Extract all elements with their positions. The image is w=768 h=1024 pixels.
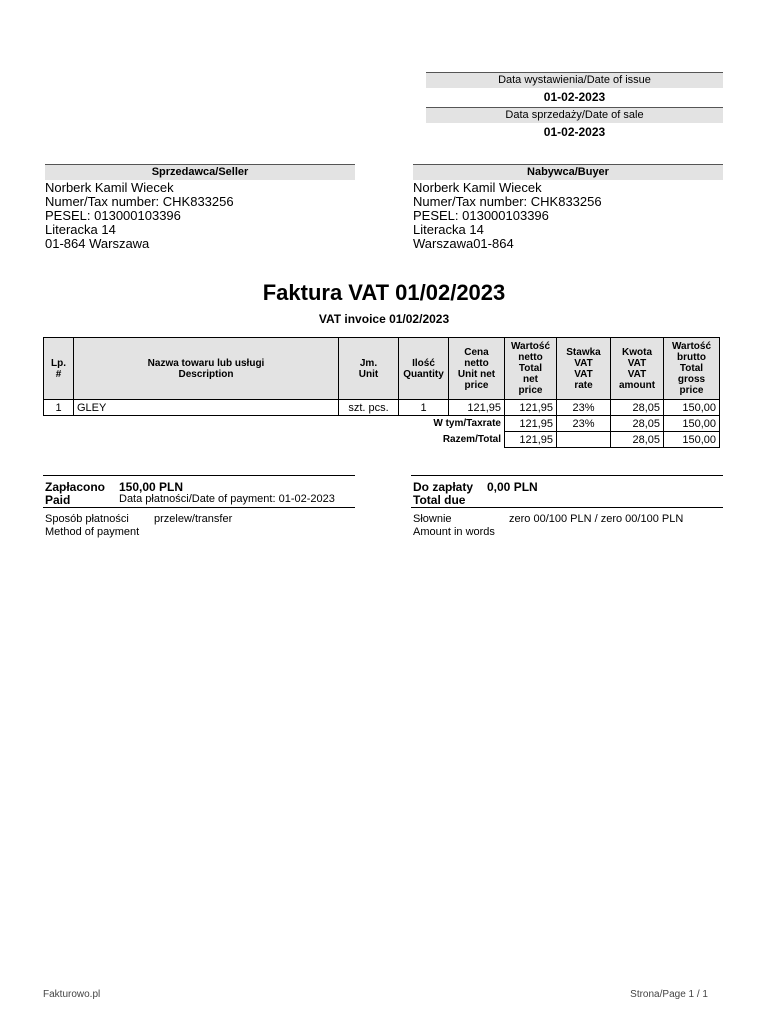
seller-name: Norberk Kamil Wiecek: [45, 180, 174, 195]
due-label-pl: Do zapłaty: [413, 480, 474, 494]
total-gross-value: 150,00: [664, 432, 720, 448]
buyer-block: [413, 164, 723, 251]
header-gross-value: Wartość brutto Total gross price: [664, 338, 720, 400]
seller-street: Literacka 14: [45, 222, 116, 237]
due-divider: [411, 507, 723, 508]
due-amount: 0,00 PLN: [487, 480, 538, 494]
issue-date-label: Data wystawienia/Date of issue: [426, 72, 723, 88]
header-vat-amount: Kwota VAT VAT amount: [611, 338, 664, 400]
paid-amount: 150,00 PLN: [119, 480, 184, 494]
items-table: [43, 337, 720, 448]
row-gross-value: 150,00: [664, 400, 720, 416]
invoice-title: Faktura VAT 01/02/2023: [262, 280, 506, 305]
total-vat-rate: [557, 432, 611, 448]
invoice-subtitle: VAT invoice 01/02/2023: [318, 312, 450, 326]
issue-date-value: 01-02-2023: [543, 90, 606, 104]
taxrate-gross-value: 150,00: [664, 416, 720, 432]
seller-block: [45, 164, 355, 251]
row-unit: szt. pcs.: [339, 400, 399, 416]
seller-tax-number: Numer/Tax number: CHK833256: [45, 194, 234, 209]
header-net-price: Cena netto Unit net price: [449, 338, 505, 400]
row-quantity: 1: [399, 400, 449, 416]
footer-page-number: Strona/Page 1 / 1: [630, 989, 708, 1000]
buyer-street: Literacka 14: [413, 222, 484, 237]
header-description: Nazwa towaru lub usługi Description: [74, 338, 339, 400]
total-row: [44, 432, 720, 448]
row-vat-amount: 28,05: [611, 400, 664, 416]
row-description: GLEY: [74, 400, 339, 416]
header-quantity: Ilość Quantity: [399, 338, 449, 400]
header-unit: Jm. Unit: [339, 338, 399, 400]
paid-divider: [43, 507, 355, 508]
taxrate-vat-rate: 23%: [557, 416, 611, 432]
paid-block: [43, 475, 355, 507]
buyer-tax-number: Numer/Tax number: CHK833256: [413, 194, 602, 209]
buyer-city: Warszawa01-864: [413, 236, 514, 251]
table-header-row: [44, 338, 720, 400]
total-vat-amount: 28,05: [611, 432, 664, 448]
buyer-pesel: PESEL: 013000103396: [413, 208, 549, 223]
paid-label-pl: Zapłacono: [45, 480, 106, 494]
header-lp: Lp. #: [44, 338, 74, 400]
table-row: [44, 400, 720, 416]
sale-date-label: Data sprzedaży/Date of sale: [426, 107, 723, 123]
total-label: Razem/Total: [442, 433, 501, 445]
row-lp: 1: [44, 400, 74, 416]
words-label-pl: Słownie: [413, 513, 452, 525]
row-vat-rate: 23%: [557, 400, 611, 416]
row-net-price: 121,95: [449, 400, 505, 416]
method-label-en: Method of payment: [45, 526, 140, 538]
buyer-name: Norberk Kamil Wiecek: [413, 180, 542, 195]
method-label-pl: Sposób płatności: [45, 513, 129, 525]
taxrate-label: W tym/Taxrate: [433, 417, 501, 429]
footer-brand: Fakturowo.pl: [43, 989, 101, 1000]
seller-city: 01-864 Warszawa: [45, 236, 150, 251]
due-block: [411, 475, 723, 507]
row-net-value: 121,95: [505, 400, 557, 416]
words-value: zero 00/100 PLN / zero 00/100 PLN: [509, 513, 684, 525]
payment-date: Data płatności/Date of payment: 01-02-2023: [119, 493, 335, 505]
method-value: przelew/transfer: [154, 513, 233, 525]
taxrate-net-value: 121,95: [505, 416, 557, 432]
total-net-value: 121,95: [505, 432, 557, 448]
header-net-value: Wartość netto Total net price: [505, 338, 557, 400]
header-vat-rate: Stawka VAT VAT rate: [557, 338, 611, 400]
paid-label-en: Paid: [45, 493, 71, 507]
buyer-heading: Nabywca/Buyer: [413, 164, 723, 180]
sale-date-value: 01-02-2023: [543, 125, 606, 139]
dates-block: [426, 72, 723, 142]
taxrate-row: [44, 416, 720, 432]
seller-pesel: PESEL: 013000103396: [45, 208, 181, 223]
words-label-en: Amount in words: [413, 526, 495, 538]
taxrate-vat-amount: 28,05: [611, 416, 664, 432]
due-label-en: Total due: [413, 493, 466, 507]
seller-heading: Sprzedawca/Seller: [45, 164, 355, 180]
